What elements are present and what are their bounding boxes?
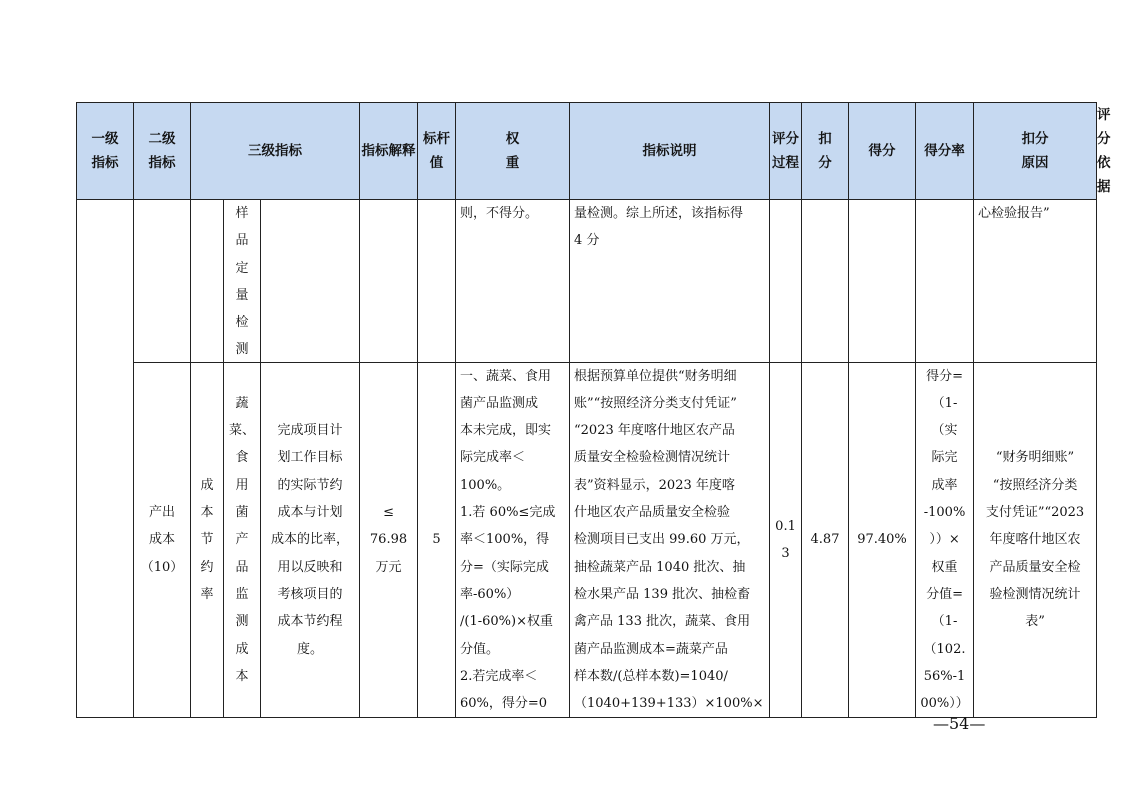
cell-rate-cont — [849, 200, 916, 363]
cell-score-cont — [802, 200, 849, 363]
cell-benchmark — [360, 363, 418, 718]
header-benchmark: 标杆 值 — [418, 103, 456, 200]
cell-deduct-cont — [770, 200, 802, 363]
evaluation-table — [76, 102, 1111, 718]
table-row — [77, 363, 1097, 718]
page-number: —54— — [933, 714, 986, 733]
weight-text: 5 — [432, 532, 441, 548]
cell-process — [570, 363, 770, 718]
cell-level3a — [191, 363, 224, 718]
cell-level3a-cont — [191, 200, 224, 363]
explain-text: 完成项目计 划工作目标 的实际节约 成本与计划 成本的比率， 用以反映和 考核项目的 成本节约程 度。 — [271, 423, 350, 657]
level2-text: 产出 成本 （10） — [140, 505, 184, 575]
header-level1: 一级 指标 — [77, 103, 134, 200]
header-reason: 扣分 原因 — [974, 103, 1097, 200]
cell-process-cont — [570, 200, 770, 363]
header-process: 评分过程 — [770, 103, 802, 200]
cell-reason-cont — [916, 200, 974, 363]
cell-desc-cont — [456, 200, 570, 363]
score-text: 4.87 — [810, 532, 840, 548]
deduct-text: 0.1 3 — [775, 518, 796, 561]
cell-explain — [261, 363, 360, 718]
header-weight: 权 重 — [456, 103, 570, 200]
cell-level3-sub — [224, 200, 261, 363]
reason-text: 得分= （1- （实 际完 成率 -100% ））× 权重 分值= （1- （102. 56%-1 00%）） — [920, 368, 969, 712]
header-description: 指标说明 — [570, 103, 770, 200]
header-rate: 得分率 — [916, 103, 974, 200]
table-row — [77, 200, 1097, 363]
cell-explain-cont — [261, 200, 360, 363]
benchmark-text: ≤ 76.98 万元 — [369, 505, 408, 575]
basis-text: “财务明细账” “按照经济分类 支付凭证”“2023 年度喀什地区农 产品质量安全检 验检测情况统计 表” — [985, 450, 1085, 630]
cell-desc — [456, 363, 570, 718]
cell-level2-cont — [134, 200, 191, 363]
cell-level1 — [77, 200, 134, 718]
cell-benchmark-cont — [360, 200, 418, 363]
cell-level2 — [134, 363, 191, 718]
header-row: 一级 指标 二级 指标 三级指标 指标解释 标杆 值 权 重 指标说明 评分过程 扣 分 得分 得分率 扣分 原因 评分依据 — [77, 103, 1097, 200]
header-score: 得分 — [849, 103, 916, 200]
process-text: 根据预算单位提供“财务明细 账”“按照经济分类支付凭证” “2023 年度喀什地区农产品 质量安全检验检测情况统计 表”资料显示，2023 年度喀 什地区农产品质量安全检验 检测项目已支出 99.60 万元， 抽检蔬菜产品 1040 批次、抽 检水果产品 139 批次、抽检畜 禽产品 133 批次，蔬菜、食用 菌产品监测成本=蔬菜产品 样本数/(总样本数)=1040/ （1040+139+133）×100%× — [574, 368, 764, 712]
desc-text: 一、蔬菜、食用 菌产品监测成 本未完成，即实 际完成率＜ 100%。 1.若 60%≤完成 率＜100%，得 分=（实际完成 率-60%） /(1-60%)×权重 分值。 2.若完成率＜ 60%，得分=0 — [460, 368, 556, 712]
header-explain: 指标解释 — [360, 103, 418, 200]
cell-level3b — [224, 363, 261, 718]
level3-sub-text: 样 品 定 量 检 测 — [235, 206, 249, 358]
cell-deduct — [770, 363, 802, 718]
level3b-text: 蔬 菜、 食 用 菌 产 品 监 测 成 本 — [228, 395, 255, 684]
cell-weight — [418, 363, 456, 718]
cell-basis — [974, 363, 1097, 718]
cell-basis-cont — [974, 200, 1097, 363]
header-level3: 三级指标 — [191, 103, 360, 200]
cell-score — [802, 363, 849, 718]
cell-reason — [916, 363, 974, 718]
cell-rate — [849, 363, 916, 718]
header-deduct: 扣 分 — [802, 103, 849, 200]
desc-cont-text: 则，不得分。 — [460, 206, 539, 221]
level3a-text: 成 本 节 约 率 — [200, 477, 214, 602]
basis-cont-text: 心检验报告” — [978, 206, 1050, 221]
rate-text: 97.40% — [857, 532, 907, 548]
process-cont-text: 量检测。综上所述，该指标得 4 分 — [574, 206, 744, 249]
header-level2: 二级 指标 — [134, 103, 191, 200]
cell-weight-cont — [418, 200, 456, 363]
